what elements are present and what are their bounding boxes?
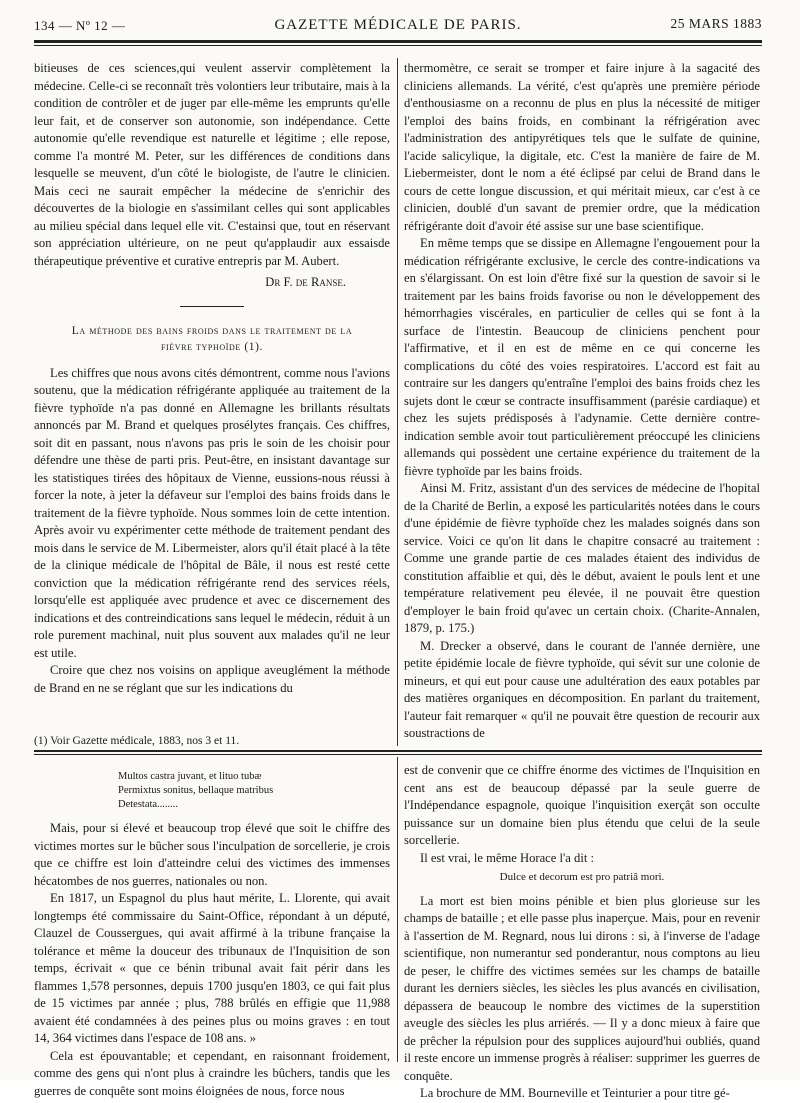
paragraph: La brochure de MM. Bourneville et Teinturier a pour titre gé- bbox=[420, 1086, 730, 1100]
paragraph: Croire que chez nos voisins on applique aveuglément la méthode de Brand en ne se réglant que sur les indications du bbox=[34, 663, 390, 695]
paragraph: En même temps que se dissipe en Allemagne l'engouement pour la médication réfrigérante exclusive, le cercle des contre-indications va en s'élargissant. On est loin d'être fixé sur la question de savoir si le traitement par les bains froids favorise ou non le développement des hémorrhagies viscérales, en particulier de celles qui se font à la surface de l'intestin. Beaucoup de cliniciens penchent pour l'affirmative, et il en est de même en ce qui concerne les complications du côté des voies respiratoires. L'accord est fait au contraire sur les dangers qu'entraîne l'emploi des bains froids chez les sujets dont le cœur se contracte insuffisamment (parésie cardiaque) et chez les sujets prédisposés à l'adynamie. Cette dernière contre-indication semble avoir tout particulièrement préoccupé les cliniciens allemands qui possèdent une certaine expérience du traitement de la fièvre typhoïde par les bains froids. bbox=[404, 236, 760, 478]
paragraph: thermomètre, ce serait se tromper et faire injure à la sagacité des cliniciens allemands. La vérité, c'est qu'après une première période d'enthousiasme on a reconnu de plus en plus la nécessité de mitiger l'emploi des bains froids, en combinant la réfrigération avec l'administration des antipyrétiques tels que le sulfate de quinine, l'acide salicylique, la digitale, etc. C'est la manière de faire de M. Liebermeister, dont le nom a été éclipsé par celui de Brand dans le cours de cette longue discussion, et qui méritait mieux, car c'est à ce clinicien, doublé d'un savant de premier ordre, que la médication réfrigérante doit d'avoir été assise sur une base scientifique. bbox=[404, 61, 760, 233]
feuilleton-rule bbox=[34, 750, 762, 752]
article-title-line: La méthode des bains froids dans le traitement de la bbox=[71, 324, 353, 337]
paragraph: Ainsi M. Fritz, assistant d'un des services de médecine de l'hopital de la Charité de Berlin, a exposé les particularités notées dans le cours d'une épidémie de fièvre typhoïde chez les malades soignés dans son service. Voici ce qu'on lit dans le chapitre consacré au traitement : Comme une grande partie de ces malades étaient des individus de constitution affaiblie et qui, dès le début, avaient le pouls lent et une température relativement peu élevée, il ne pouvait être question d'employer le bain froid qu'avec un certain choix. (Charite-Annalen, 1879, p. 175.) bbox=[404, 481, 760, 635]
paragraph: Cela est épouvantable; et cependant, en raisonnant froidement, comme des gens qui n'ont plus à craindre les bûchers, tandis que les guerres de conquête sont moins éloignées de nous, force nous bbox=[34, 1048, 390, 1098]
header-rule-thin bbox=[34, 45, 762, 46]
issue-date: 25 MARS 1883 bbox=[670, 16, 762, 31]
paragraph: Il est vrai, le même Horace l'a dit : bbox=[420, 850, 594, 865]
section-divider bbox=[180, 306, 244, 307]
article-title-line: fièvre typhoïde (1). bbox=[160, 340, 264, 353]
paragraph: Mais, pour si élevé et beaucoup trop élevé que soit le chiffre des victimes mortes sur le bûcher sous l'inculpation de sorcellerie, je crois que ce chiffre est loin d'atteindre celui des victimes des immenses hécatombes de nos guerres, nationales ou non. bbox=[34, 821, 390, 888]
column-right-top bbox=[404, 60, 760, 743]
paragraph: Les chiffres que nous avons cités démontrent, comme nous l'avions soutenu, que la médication réfrigérante appliquée au traitement de la fièvre typhoïde n'a pas donné en Allemagne les brillants résultats annoncés par M. Brand et quelques prosélytes français. Ces chiffres, soit dit en passant, nous n'avons pas pris le soin de les choisir pour défendre une thèse de parti pris. Peut-être, en insistant davantage sur les statistiques tirées des hôpitaux de Vienne, eussions-nous réussi à forcer la note, à jeter la défaveur sur l'emploi des bains froids dans le traitement de la fièvre typhoïde. Nous sommes loin de cette intention. Après avoir vu expérimenter cette méthode de traitement pendant des mois dans le service de M. Libermeister, alors qu'il était placé à la tête de la clinique médicale de l'hôpital de Bâle, il nous est resté cette conviction que la médication réfrigérante rend des services réels, lorsqu'elle est appliquée avec prudence et avec ce discernement des indications et des contreindications sans lequel le médecin, réduit à un role purement machinal, nuit plus souvent aux malades qu'il ne leur est utile. bbox=[34, 365, 390, 660]
column-left-top bbox=[34, 60, 390, 697]
column-right-bottom bbox=[404, 762, 760, 1103]
column-left-bottom bbox=[34, 770, 390, 1100]
paragraph: La mort est bien moins pénible et bien plus glorieuse sur les champs de bataille ; et elle passe plus inaperçue. Mais, pour en revenir à l'assertion de M. Regnard, nous lui dirons : si, à l'inverse de l'adage scientifique, non numerantur sed ponderantur, nous comptons au lieu de peser, le chiffre des victimes semées sur les champs de bataille durant les derniers siècles, les siècles les plus avancés en civilisation, dépassera de beaucoup le nombre des victimes de la superstition aveugle des siècles les plus arriérés. — Il y a donc mieux à faire que de prêcher la répulsion pour des supplices aujourd'hui oubliés, quand il reste encore un immense progrès à réaliser: supprimer les guerres de conquête. bbox=[404, 893, 760, 1083]
article-title bbox=[34, 323, 390, 355]
header-rule bbox=[34, 40, 762, 43]
page-header bbox=[34, 14, 762, 40]
paragraph: est de convenir que ce chiffre énorme des victimes de l'Inquisition en cent ans est de beaucoup dépassé par la seule guerre de l'Indépendance espagnole, quoique l'inquisition exerçât son occulte puissance sur un domaine bien plus étendu que celui de la seule sorcellerie. bbox=[404, 763, 760, 847]
author-signature: Dr F. de Ranse. bbox=[265, 275, 346, 289]
verse-line: Multos castra juvant, et lituo tubæ bbox=[118, 771, 262, 782]
latin-quote: Dulce et decorum est pro patriâ mori. bbox=[499, 871, 665, 883]
feuilleton-rule-thin bbox=[34, 754, 762, 755]
verse-line: Detestata........ bbox=[118, 799, 179, 810]
paragraph: En 1817, un Espagnol du plus haut mérite, L. Llorente, qui avait longtemps été commissaire du Saint-Office, répondant à un député, Clauzel de Coussergues, qui avait affirmé à la tribune française la tolérance et même la douceur des tribunaux de l'Inquisition de son temps, écrivait « que ce bénin tribunal avait fait périr dans les flammes 1,578 personnes, depuis 1700 jusqu'en 1803, ce qui fait plus de 15 victimes par année ; plus, 788 brûlés en effigie que 11,988 avaient été condamnées à des peines plus ou moins graves : en tout 14, 364 victimes dans l'espace de 108 ans. » bbox=[34, 891, 390, 1045]
column-divider-bottom bbox=[397, 757, 398, 1062]
page-number: 134 — Nº 12 — bbox=[34, 18, 126, 33]
paragraph: bitieuses de ces sciences,qui veulent asservir complètement la médecine. Celle-ci se reconnaît très volontiers leur tributaire, mais à la condition de contrôler et de juger par elle-même les emprunts qu'elle leur fait, et de conserver son autonomie, son indépendance. Cette autonomie qu'elle revendique est naturelle et légitime ; elle repose, comme l'a montré M. Peter, sur les différences de conditions dans lesquelle se meuvent, d'un côté le biologiste, de l'autre le clinicien. Mais ceci ne saurait empêcher la médecine de s'enrichir des découvertes de la biologie en s'assimilant celles qui sont applicables au milieu spécial dans lequel elle vit. C'estainsi que, tout en réservant son appréciation ultérieure, on ne peut qu'applaudir aux essaisde thérapeutique préventive et curative entrepris par M. Aubert. bbox=[34, 61, 390, 268]
paragraph: M. Drecker a observé, dans le courant de l'année dernière, une petite épidémie locale de fièvre typhoïde, qui sévit sur une colonie de mineurs, et qui eut pour cause une adultération des eaux potables par des matières organiques en décomposition. En parlant du traitement, l'auteur fait remarquer « qu'il ne pouvait être question de recourir aux soustractions de bbox=[404, 638, 760, 740]
column-divider bbox=[397, 58, 398, 746]
verse-line: Permixtus sonitus, bellaque matribus bbox=[118, 785, 274, 796]
latin-verse bbox=[118, 770, 390, 812]
publication-title: GAZETTE MÉDICALE DE PARIS. bbox=[274, 17, 522, 33]
footnote: (1) Voir Gazette médicale, 1883, nos 3 et 11. bbox=[34, 735, 240, 747]
